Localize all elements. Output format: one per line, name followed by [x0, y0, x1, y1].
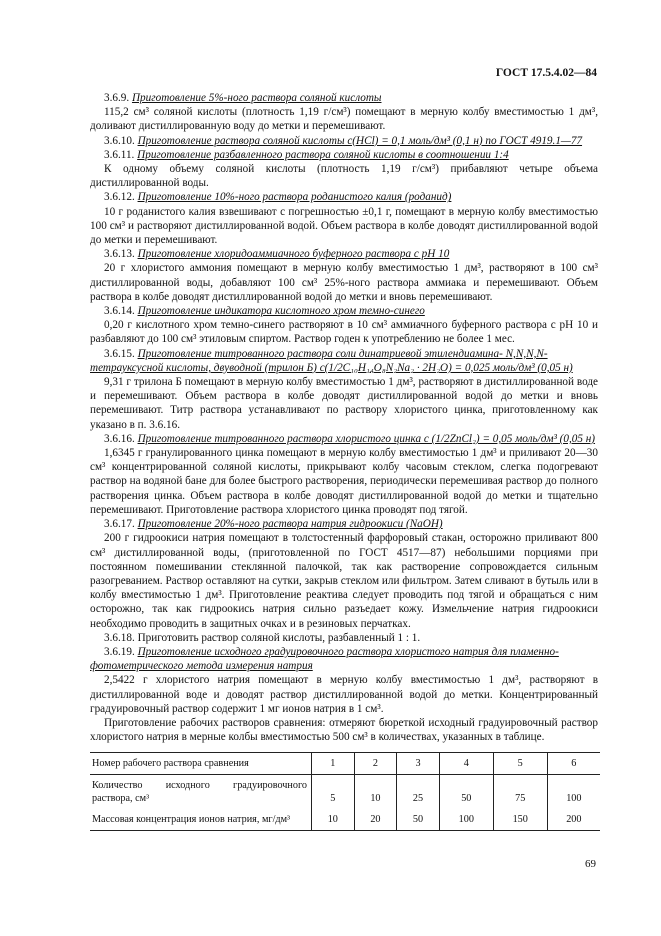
section-number: 3.6.12.	[104, 191, 135, 204]
section-number: 3.6.18.	[104, 631, 135, 644]
table-header-cell: 3	[397, 753, 440, 775]
section-title: Приготовление 20%-ного раствора натрия гидроокиси (NaOH)	[137, 518, 443, 531]
section-number: 3.6.11.	[104, 148, 135, 161]
section-heading	[90, 645, 598, 673]
table-row-label: Количество исходного градуировочного раствора, см³	[90, 775, 312, 810]
section-heading	[90, 432, 598, 446]
section-title: Приготовление 10%-ного раствора роданистого калия (роданид)	[137, 191, 452, 204]
table-header-cell: 6	[547, 753, 600, 775]
body-paragraph: К одному объему соляной кислоты (плотность 1,19 г/см³) прибавляют четыре объема дистиллированной воды.	[90, 163, 598, 190]
document-header: ГОСТ 17.5.4.02—84	[495, 67, 597, 79]
table-header-cell: 2	[354, 753, 397, 775]
section-title: Приготовление разбавленного раствора соляной кислоты в соотношении 1:4	[137, 148, 509, 161]
section-number: 3.6.9.	[104, 92, 130, 104]
section-number: 3.6.16.	[104, 432, 135, 445]
table-header-cell: 1	[312, 753, 355, 775]
section-number: 3.6.10.	[104, 134, 135, 147]
section-heading	[90, 190, 598, 204]
section-heading	[90, 134, 598, 148]
body-paragraph: 115,2 см³ соляной кислоты (плотность 1,19 г/см³) помещают в мерную колбу вместимостью 1 дм³, доливают дистиллированную воду до метки и перемешивают.	[90, 106, 598, 133]
table-row	[90, 775, 600, 810]
body-paragraph: 200 г гидроокиси натрия помещают в толстостенный фарфоровый стакан, осторожно приливают 800 см³ дистиллированной воды, (приготовленной по ГОСТ 4517—87) небольшими порциями при постоянном помешивании стеклянной палочкой, так как растворение сопровождается сильным разогреванием. Раствор оставляют на сутки, закрыв стеклом или фильтром. Затем сливают в бутыль или в колбу вместимостью 1 дм³. Приготовление реактива следует проводить под тягой и обращаться с ним осторожно, так как гидроокись натрия сильно разъедает кожу. Измельчение натрия гидроокиси необходимо проводить в защитных очках и в резиновых перчатках.	[90, 532, 598, 630]
body-paragraph: 0,20 г кислотного хром темно-синего растворяют в 10 см³ аммиачного буферного раствора с pH 10 и разбавляют до 100 см³ этиловым спиртом. Раствор годен к употреблению не более 1 мес.	[90, 319, 598, 346]
section-heading	[90, 91, 598, 105]
table-cell: 25	[397, 775, 440, 810]
section-heading	[90, 347, 598, 375]
section-text: Приготовить раствор соляной кислоты, разбавленный 1 : 1.	[137, 631, 421, 644]
section-number: 3.6.15.	[104, 347, 135, 360]
table-cell: 200	[547, 809, 600, 831]
table-cell: 75	[493, 775, 547, 810]
reference-solutions-table	[90, 752, 600, 831]
table-header-row	[90, 753, 600, 775]
section-title: Приготовление титрованного раствора соли динатриевой этилендиамина- N,N,N,N-тетрауксусной кислоты, двуводной (трилон Б) c(1/2C₁₀H₁₄O₈N₂Na₂ · 2H₂O) = 0,025 моль/дм³ (0,05 н)	[90, 347, 573, 374]
table-cell: 20	[354, 809, 397, 831]
body-paragraph: 20 г хлористого аммония помещают в мерную колбу вместимостью 1 дм³, растворяют в 100 см³ дистиллированной воды, добавляют 100 см³ 25%-ного раствора аммиака и перемешивают. Объем раствора в колбе доводят дистиллированной водой до метки и вновь перемешивают.	[90, 262, 598, 303]
table-row	[90, 809, 600, 831]
table-header-label: Номер рабочего раствора сравнения	[90, 753, 312, 775]
section-heading	[90, 247, 598, 261]
section-number: 3.6.17.	[104, 518, 135, 531]
section-title: Приготовление 5%-ного раствора соляной кислоты	[131, 92, 382, 104]
section-title: Приготовление индикатора кислотного хром темно-синего	[137, 305, 425, 318]
section-heading	[90, 304, 598, 318]
body-paragraph: 1,6345 г гранулированного цинка помещают в мерную колбу вместимостью 1 дм³ и приливают 20—30 см³ концентрированной соляной кислоты, прикрывают колбу часовым стеклом, слегка подогревают раствор на водяной бане для более быстрого растворения, периодически перемешивая раствор до полного растворения цинка. Объем раствора в колбе доводят дистиллированной водой до метки и тщательно перемешивают. Приготовление раствора хлористого цинка проводят под тягой.	[90, 447, 598, 516]
section-title: Приготовление исходного градуировочного раствора хлористого натрия для пламенно-фотометрического метода измерения натрия	[90, 645, 559, 673]
table-cell: 5	[312, 775, 355, 810]
table-cell: 100	[439, 809, 493, 831]
table-cell: 150	[493, 809, 547, 831]
body-paragraph: 2,5422 г хлористого натрия помещают в мерную колбу вместимостью 1 дм³, растворяют в дистиллированной воде и доводят раствор дистиллированной водой до метки. Концентрированный градуировочный раствор содержит 1 мг ионов натрия в 1 см³.	[90, 674, 598, 715]
section-number: 3.6.19.	[104, 645, 135, 658]
document-body	[90, 91, 598, 831]
table-header-cell: 4	[439, 753, 493, 775]
table-header-cell: 5	[493, 753, 547, 775]
table-cell: 10	[312, 809, 355, 831]
page-number: 69	[585, 858, 596, 870]
paragraph-list	[90, 91, 598, 744]
table-cell: 100	[547, 775, 600, 810]
section-title: Приготовление титрованного раствора хлористого цинка c (1/2ZnCl₂) = 0,05 моль/дм³ (0,05 н)	[137, 432, 596, 445]
section-title: Приготовление хлоридоаммиачного буферного раствора с pH 10	[137, 248, 450, 261]
section-heading	[90, 631, 598, 645]
table-row-label: Массовая концентрация ионов натрия, мг/дм³	[90, 809, 312, 831]
body-paragraph: 9,31 г трилона Б помещают в мерную колбу вместимостью 1 дм³, растворяют в дистиллированной воде и перемешивают. Объем раствора в колбе доводят дистиллированной водой до метки и вновь перемешивают. Титр раствора устанавливают по раствору хлористого цинка, приготовленному как указано в п. 3.6.16.	[90, 376, 598, 431]
table-cell: 10	[354, 775, 397, 810]
table-cell: 50	[439, 775, 493, 810]
section-heading	[90, 148, 598, 162]
body-paragraph: Приготовление рабочих растворов сравнения: отмеряют бюреткой исходный градуировочный раствор хлористого натрия в мерные колбы вместимостью 500 см³ в количествах, указанных в таблице.	[90, 716, 598, 744]
section-number: 3.6.13.	[104, 248, 135, 261]
section-number: 3.6.14.	[104, 305, 135, 318]
section-title: Приготовление раствора соляной кислоты c(HCl) = 0,1 моль/дм³ (0,1 н) по ГОСТ 4919.1—77	[137, 134, 583, 147]
body-paragraph: 10 г роданистого калия взвешивают с погрешностью ±0,1 г, помещают в мерную колбу вместимостью 100 см³ и растворяют дистиллированной водой. Объем раствора в колбе доводят дистиллированной водой до метки и перемешивают.	[90, 205, 598, 247]
table-cell: 50	[397, 809, 440, 831]
section-heading	[90, 517, 598, 531]
